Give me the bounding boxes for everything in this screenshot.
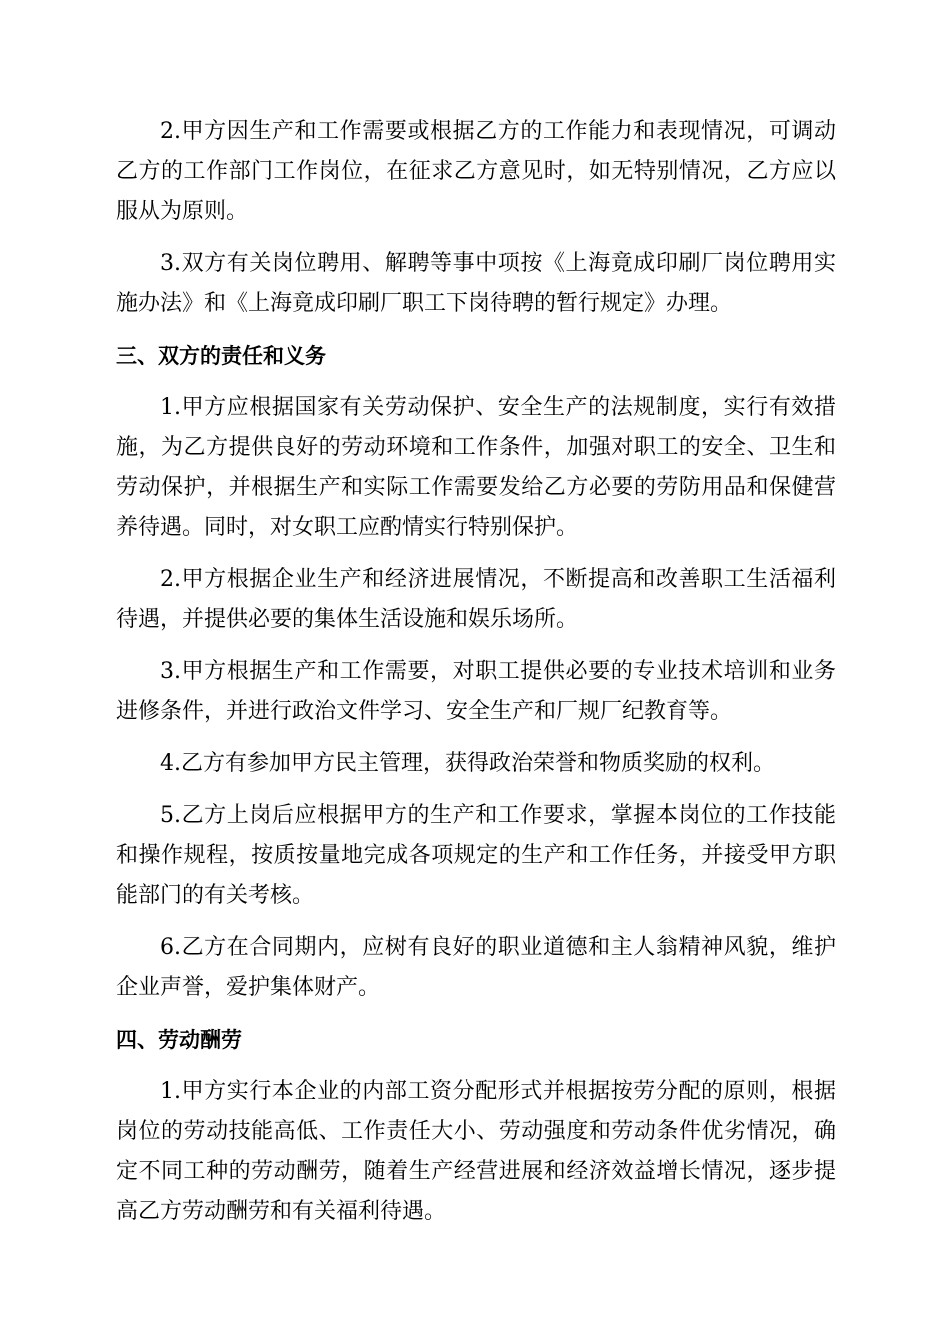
paragraph-3-3: 3.甲方根据生产和工作需要，对职工提供必要的专业技术培训和业务进修条件，并进行政治文件学习、安全生产和厂规厂纪教育等。 <box>116 659 836 724</box>
section-heading-responsibilities: 三、双方的责任和义务 <box>116 344 326 368</box>
paragraph-2-2: 2.甲方因生产和工作需要或根据乙方的工作能力和表现情况，可调动乙方的工作部门工作岗位，在征求乙方意见时，如无特别情况，乙方应以服从为原则。 <box>116 119 836 224</box>
paragraph-2-3: 3.双方有关岗位聘用、解聘等事中项按《上海竟成印刷厂岗位聘用实施办法》和《上海竟成印刷厂职工下岗待聘的暂行规定》办理。 <box>116 251 836 316</box>
paragraph-3-5: 5.乙方上岗后应根据甲方的生产和工作要求，掌握本岗位的工作技能和操作规程，按质按量地完成各项规定的生产和工作任务，并接受甲方职能部门的有关考核。 <box>116 803 836 908</box>
paragraph-4-1: 1.甲方实行本企业的内部工资分配形式并根据按劳分配的原则，根据岗位的劳动技能高低、工作责任大小、劳动强度和劳动条件优劣情况，确定不同工种的劳动酬劳，随着生产经营进展和经济效益增长情况，逐步提高乙方劳动酬劳和有关福利待遇。 <box>116 1079 836 1224</box>
section-heading-remuneration: 四、劳动酬劳 <box>116 1028 242 1052</box>
paragraph-3-2: 2.甲方根据企业生产和经济进展情况，不断提高和改善职工生活福利待遇，并提供必要的集体生活设施和娱乐场所。 <box>116 567 836 632</box>
document-body <box>116 112 836 1244</box>
paragraph-3-1: 1.甲方应根据国家有关劳动保护、安全生产的法规制度，实行有效措施，为乙方提供良好的劳动环境和工作条件，加强对职工的安全、卫生和劳动保护，并根据生产和实际工作需要发给乙方必要的劳防用品和保健营养待遇。同时，对女职工应酌情实行特别保护。 <box>116 395 836 540</box>
paragraph-3-4: 4.乙方有参加甲方民主管理，获得政治荣誉和物质奖励的权利。 <box>160 751 775 776</box>
paragraph-3-6: 6.乙方在合同期内，应树有良好的职业道德和主人翁精神风貌，维护企业声誉，爱护集体财产。 <box>116 935 836 1000</box>
